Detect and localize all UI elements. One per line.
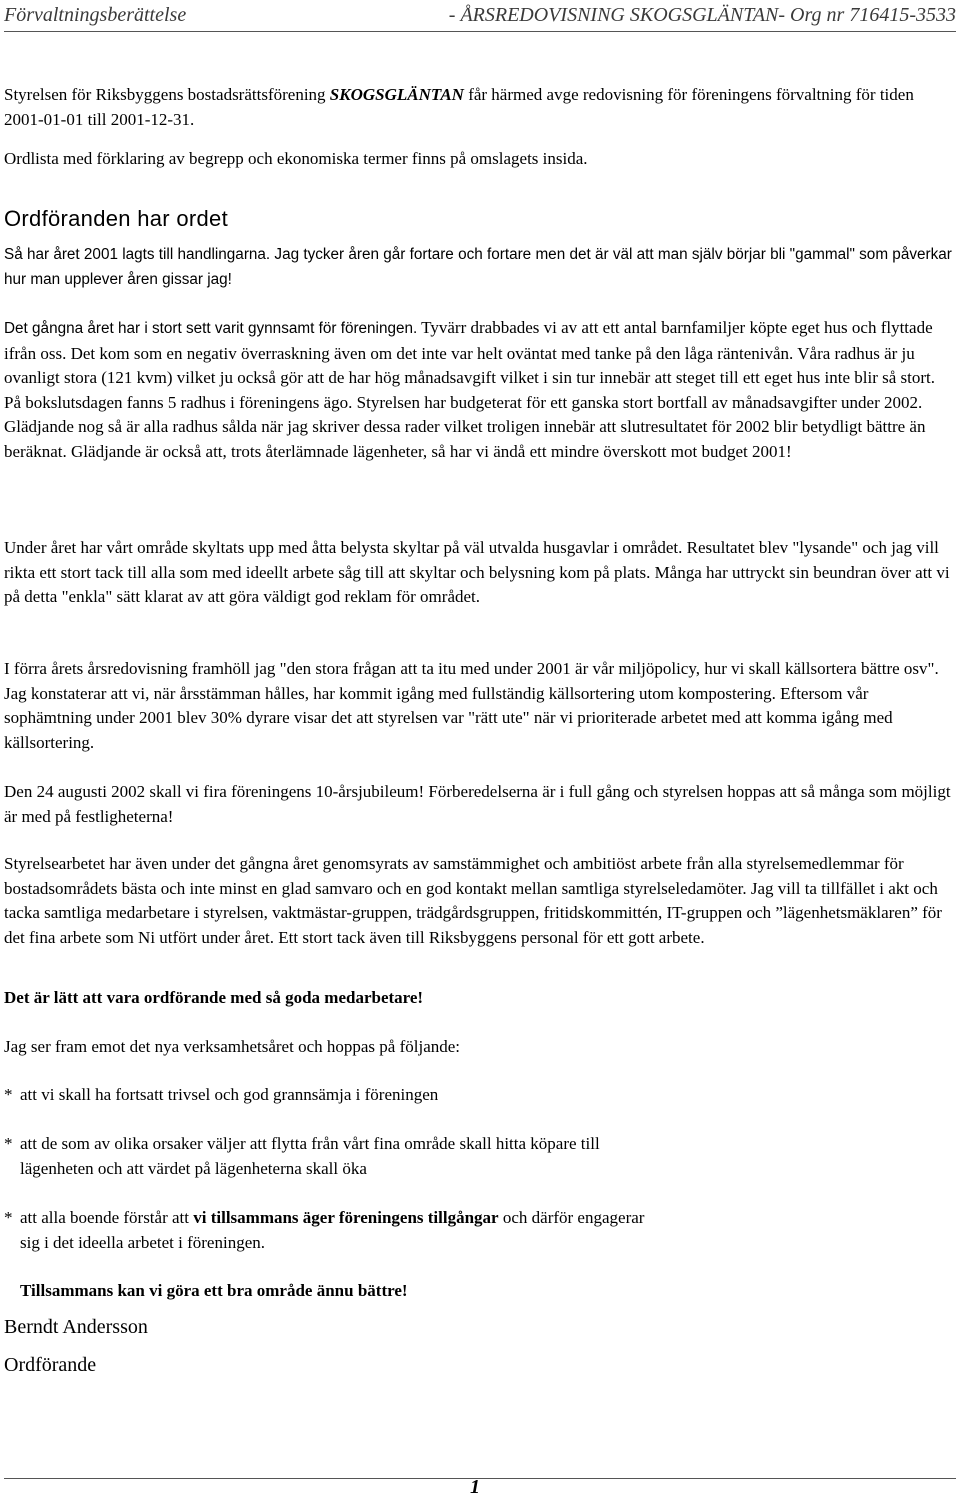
footer-divider xyxy=(4,1478,956,1479)
bold-statement: Det är lätt att vara ordförande med så goda medarbetare! xyxy=(4,988,424,1007)
bullet-text-line-1: att de som av olika orsaker väljer att flytta från vårt fina område skall hitta köpare till xyxy=(20,1134,600,1153)
hopes-lead: Jag ser fram emot det nya verksamhetsåret och hoppas på följande: xyxy=(4,1037,461,1056)
page-header xyxy=(4,4,956,28)
bullet-text-line-1 xyxy=(20,1206,940,1231)
intro-text-1: Styrelsen för Riksbyggens bostadsrättsförening xyxy=(4,85,330,104)
closing-statement: Tillsammans kan vi göra ett bra område ännu bättre! xyxy=(20,1281,408,1300)
bullet-text-part-1: att alla boende förstår att xyxy=(20,1208,194,1227)
page-number: 1 xyxy=(470,1476,480,1498)
chair-paragraph-2 xyxy=(4,316,954,464)
glossary-note: Ordlista med förklaring av begrepp och ekonomiska termer finns på omslagets insida. xyxy=(4,149,588,168)
intro-paragraph xyxy=(4,83,954,132)
header-section-title: Förvaltningsberättelse xyxy=(4,4,187,26)
chair-paragraph-6: Styrelsearbetet har även under det gångna året genomsyrats av samstämmighet och ambitiöst arbete från alla styrelsemedlemmar för bostadsområdets bästa och inte minst en glad samvaro och en god kontakt mellan samtliga styrelseledamöter. Jag vill ta tillfället i akt och tacka samtliga medarbetare i styrelsen, vaktmästar-gruppen, trädgårdsgruppen, fritidskommittén, IT-gruppen och ”lägenhetsmäklaren” för det fina arbete som Ni utfört under året. Ett stort tack även till Riksbyggens personal för ett gott arbete. xyxy=(4,854,942,947)
chair-paragraph-3: Under året har vårt område skyltats upp med åtta belysta skyltar på väl utvalda husgavlar i området. Resultatet blev "lysande" och jag vill rikta ett stort tack till alla som med ideellt arbete såg till att skyltar och belysning kom på plats. Många har uttryckt sin beundran över att vi på detta "enkla" sätt klarat av att göra väldigt god reklam för området. xyxy=(4,538,950,606)
bullet-text-emphasis: vi tillsammans äger föreningens tillgångar xyxy=(193,1208,499,1227)
bullet-marker: * xyxy=(4,1208,13,1227)
bullet-text-part-2: och därför engagerar xyxy=(498,1208,645,1227)
chair-paragraph-1: Så har året 2001 lagts till handlingarna. Jag tycker åren går fortare och fortare men det är väl att man själv börjar bli "gammal" som påverkar hur man upplever åren gissar jag! xyxy=(4,246,952,288)
bullet-text-line-2: sig i det ideella arbetet i föreningen. xyxy=(20,1232,265,1252)
bullet-text-line-2: lägenheten och att värdet på lägenheterna skall öka xyxy=(20,1158,367,1178)
signature-title: Ordförande xyxy=(4,1354,97,1376)
bullet-marker: * xyxy=(4,1134,13,1153)
section-heading: Ordföranden har ordet xyxy=(4,206,228,231)
chair-paragraph-2-lead: Det gångna året har i stort sett varit gynnsamt för föreningen. xyxy=(4,320,418,337)
chair-paragraph-5: Den 24 augusti 2002 skall vi fira föreningens 10-årsjubileum! Förberedelserna är i full gång och styrelsen hoppas att så många som möjligt är med på festligheterna! xyxy=(4,782,951,826)
chair-paragraph-4: I förra årets årsredovisning framhöll jag "den stora frågan att ta itu med under 2001 är vår miljöpolicy, hur vi skall källsortera bättre osv". Jag konstaterar att vi, när årsstämman hålles, har kommit igång med fullständig källsortering utom kompostering. Eftersom vår sophämtning under 2001 blev 30% dyrare visar det att styrelsen var "rätt ute" när vi prioriterade arbetet med att komma igång med källsortering. xyxy=(4,659,939,752)
bullet-marker: * xyxy=(4,1085,13,1104)
header-document-title: - ÅRSREDOVISNING SKOGSGLÄNTAN- Org nr 716415-3533 xyxy=(448,4,956,26)
chair-paragraph-2-body: Tyvärr drabbades vi av att ett antal barnfamiljer köpte eget hus och flyttade ifrån oss. Det kom som en negativ överraskning även om det inte var helt oväntat med tanke på den låga räntenivån. Våra radhus är ju ovanligt stora (121 kvm) vilket ju också gör att de har hög månadsavgift vilket i sin tur innebär att steget till ett eget hus inte blir så stort. På bokslutsdagen fanns 5 radhus i föreningens ägo. Styrelsen har budgeterat för ett ganska stort bortfall av månadsavgifter under 2002. Glädjande nog så är alla radhus sålda när jag skriver dessa rader vilket troligen innebär att slutresultatet för 2002 blir betydligt bättre än beräknat. Glädjande är också att, trots återlämnade lägenheter, så har vi ändå ett mindre överskott mot budget 2001! xyxy=(4,318,936,461)
signature-name: Berndt Andersson xyxy=(4,1316,148,1338)
intro-text-2: får härmed avge redovisning för föreningens förvaltning för tiden 2001-01-01 till 2001-12-31. xyxy=(4,85,914,129)
bullet-text: att vi skall ha fortsatt trivsel och god grannsämja i föreningen xyxy=(20,1085,439,1104)
association-name: SKOGSGLÄNTAN xyxy=(329,85,464,104)
header-divider xyxy=(4,31,956,32)
